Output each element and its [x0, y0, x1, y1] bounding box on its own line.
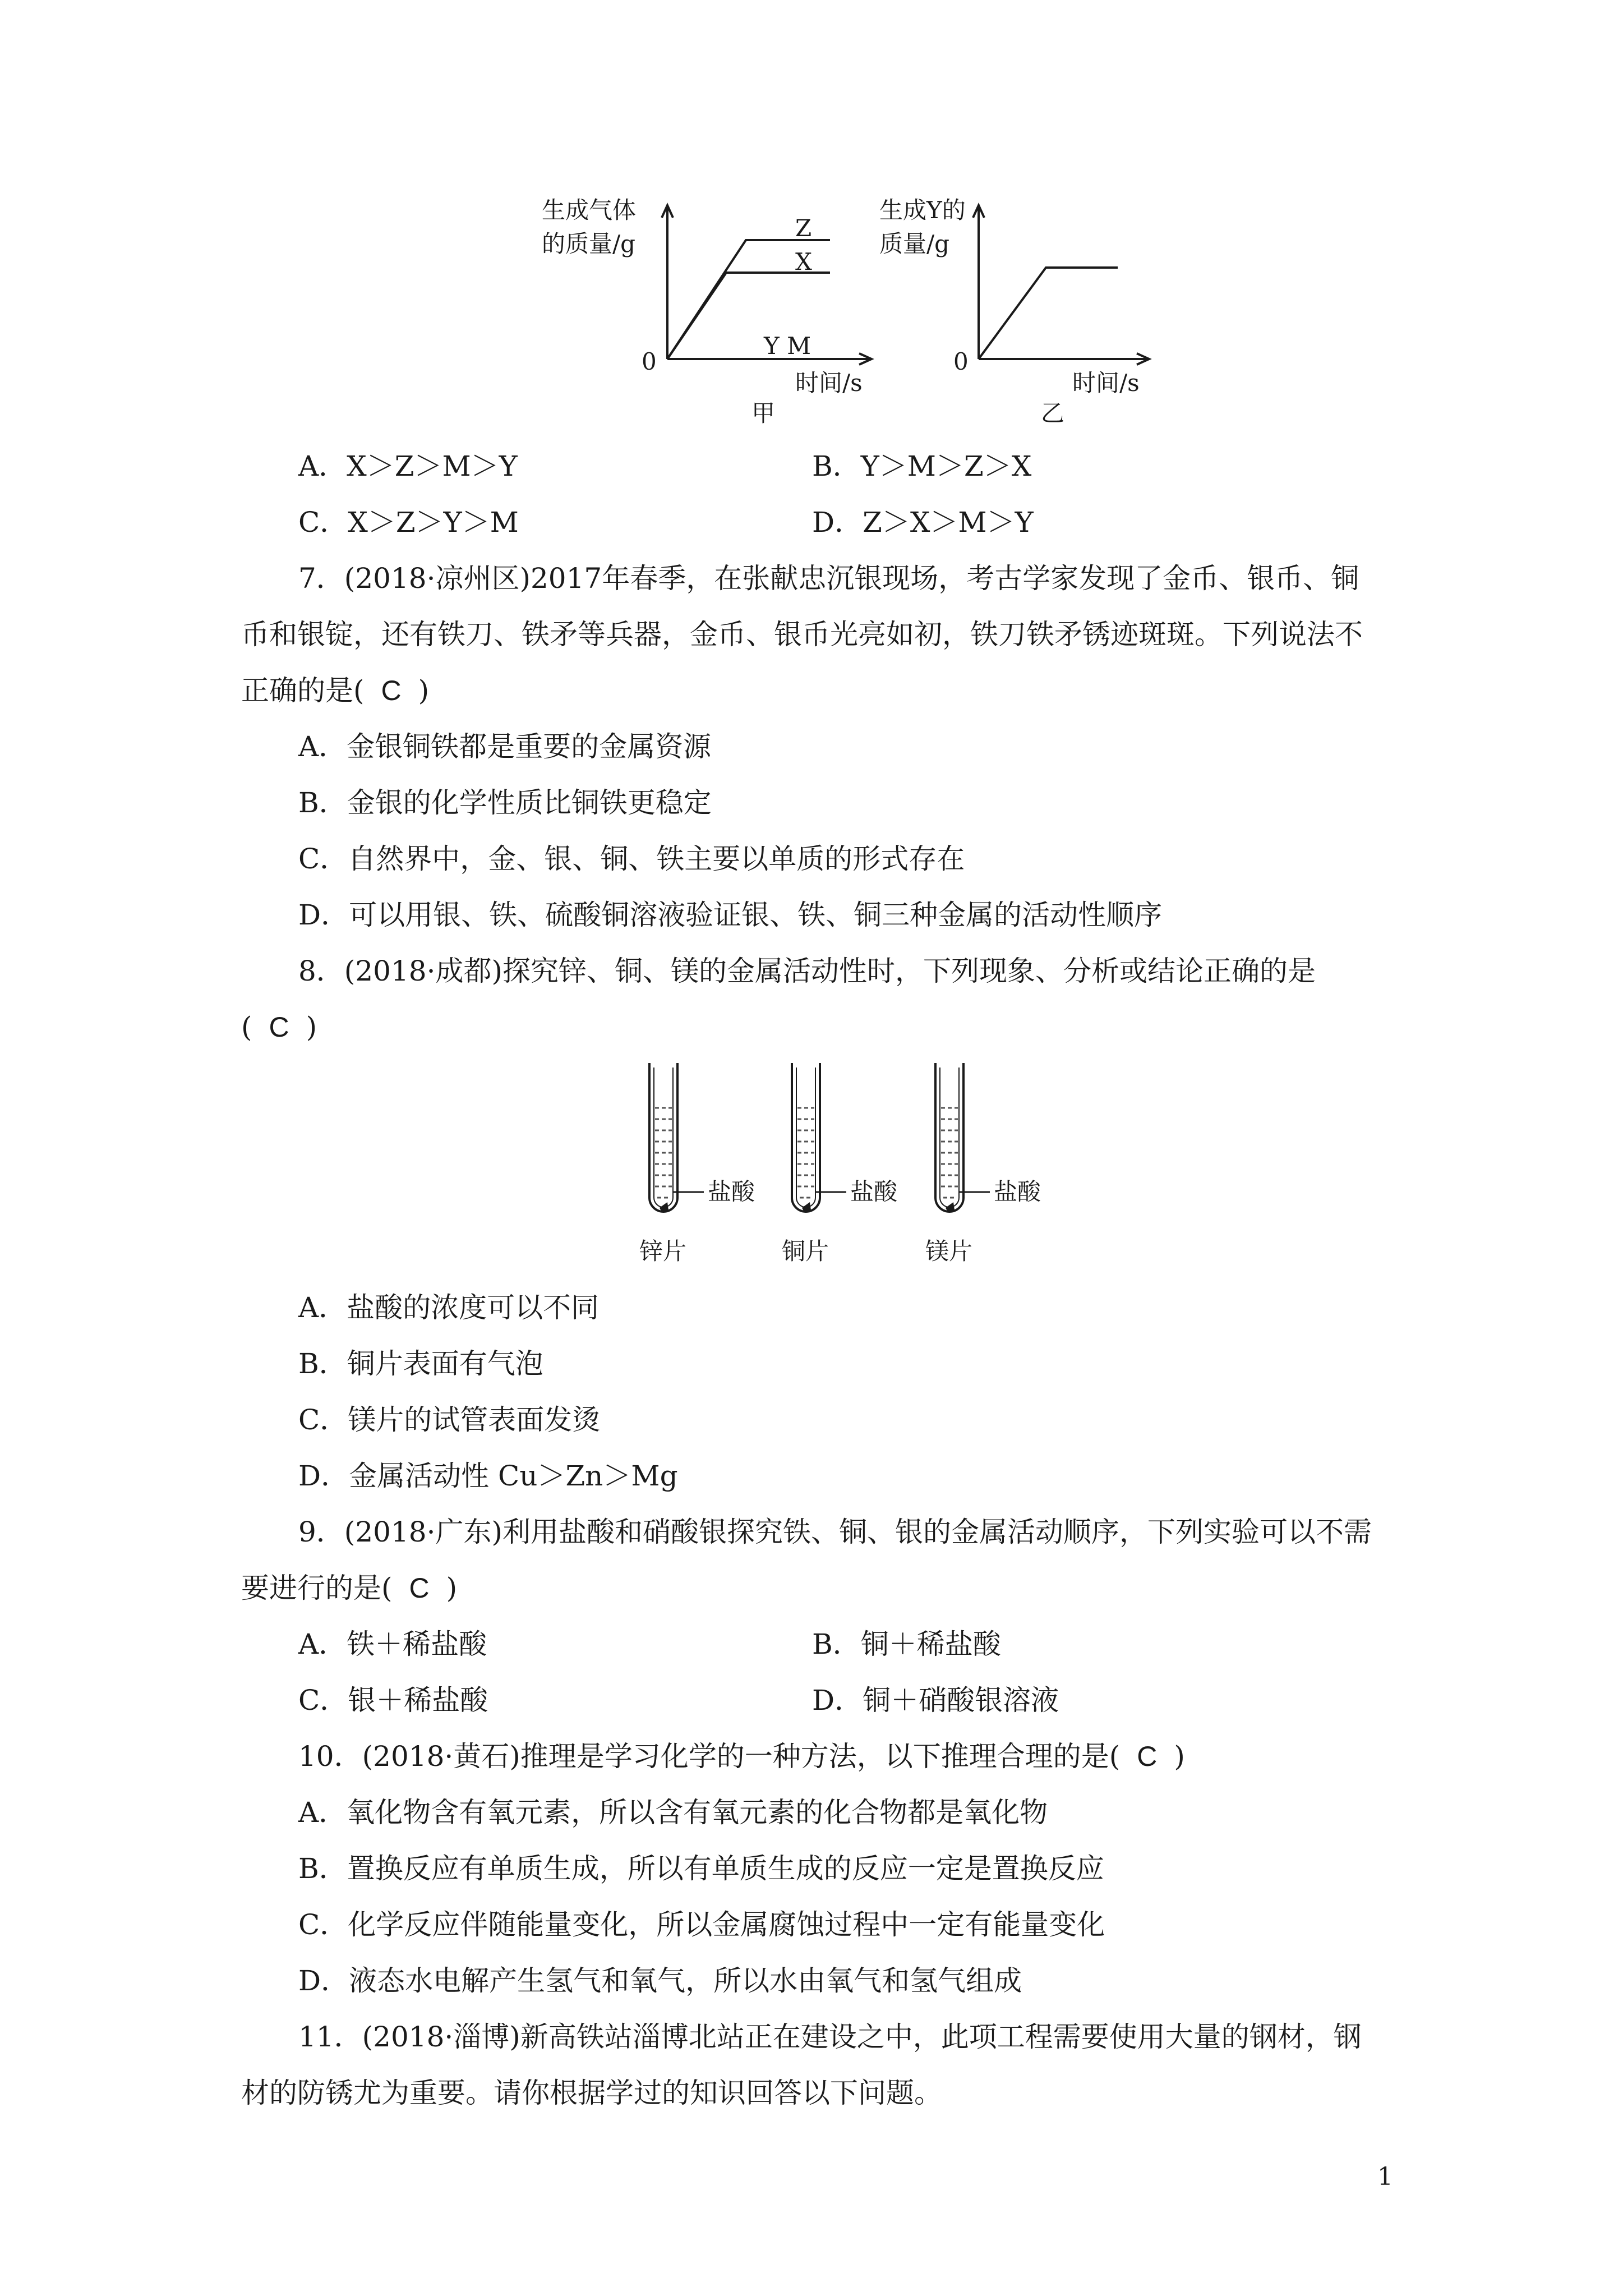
q7-option-d: D．可以用银、铁、硫酸铜溶液验证银、铁、铜三种金属的活动性顺序: [298, 899, 1163, 931]
q9-stem-end: 要进行的是(: [241, 1572, 393, 1604]
q7-line-1: 7．(2018·凉州区)2017年春季，在张献忠沉银现场，考古学家发现了金币、银币、铜: [298, 562, 1359, 595]
jia-curve-x-label: X: [795, 248, 812, 275]
q9-option-c: C．银＋稀盐酸: [298, 1684, 488, 1717]
q7-line-3: [241, 673, 429, 708]
jia-origin: 0: [642, 348, 657, 375]
q11-line-1: 11．(2018·淄博)新高铁站淄博北站正在建设之中，此项工程需要使用大量的钢材，钢: [298, 2021, 1362, 2053]
q8-option-c: C．镁片的试管表面发烫: [298, 1404, 601, 1436]
yi-x-label: 时间/s: [1072, 369, 1140, 397]
yi-y-label-1: 生成Y的: [879, 196, 966, 224]
leader-line-1: [673, 1189, 707, 1195]
q8-option-d: D．金属活动性 Cu＞Zn＞Mg: [298, 1460, 678, 1492]
tube-3-liquid-label: 盐酸: [994, 1178, 1041, 1205]
q11-line-2: 材的防锈尤为重要。请你根据学过的知识回答以下问题。: [241, 2077, 942, 2109]
tube-1-metal-label: 锌片: [639, 1237, 687, 1265]
leader-line-3: [959, 1189, 993, 1195]
q7-answer: C: [381, 675, 402, 706]
jia-y-label-1: 生成气体: [542, 196, 637, 224]
yi-chart: [956, 202, 1158, 370]
q10-option-c: C．化学反应伴随能量变化，所以金属腐蚀过程中一定有能量变化: [298, 1908, 1105, 1941]
q7-stem-close: ): [418, 674, 430, 707]
jia-caption: 甲: [751, 399, 776, 427]
yi-origin: 0: [953, 348, 969, 375]
q9-option-d: D．铜＋硝酸银溶液: [812, 1684, 1059, 1717]
q6-option-b: B．Y＞M＞Z＞X: [812, 450, 1032, 482]
q10-answer: C: [1137, 1741, 1158, 1772]
q10-option-b: B．置换反应有单质生成，所以有单质生成的反应一定是置换反应: [298, 1852, 1104, 1885]
q10-stem-close: ): [1174, 1740, 1185, 1773]
jia-x-label: 时间/s: [795, 369, 863, 397]
q10-option-a: A．氧化物含有氧元素，所以含有氧元素的化合物都是氧化物: [298, 1796, 1048, 1829]
test-tube-magnesium: [930, 1063, 969, 1231]
q9-option-a: A．铁＋稀盐酸: [298, 1628, 487, 1660]
q7-option-b: B．金银的化学性质比铜铁更稳定: [298, 786, 712, 819]
jia-chart: [645, 202, 880, 370]
q8-option-a: A．盐酸的浓度可以不同: [298, 1291, 600, 1324]
q7-option-c: C．自然界中，金、银、铜、铁主要以单质的形式存在: [298, 843, 965, 875]
yi-caption: 乙: [1041, 399, 1065, 427]
q9-line-2: [241, 1571, 457, 1605]
jia-curve-z-label: Z: [795, 214, 812, 242]
tube-2-liquid-label: 盐酸: [850, 1178, 898, 1205]
q6-option-a: A．X＞Z＞M＞Y: [298, 450, 518, 482]
q7-option-a: A．金银铜铁都是重要的金属资源: [298, 730, 712, 763]
yi-curve: [979, 268, 1118, 359]
q9-line-1: 9．(2018·广东)利用盐酸和硝酸银探究铁、铜、银的金属活动顺序，下列实验可以不需: [298, 1516, 1372, 1548]
test-tube-zinc: [644, 1063, 683, 1231]
q8-stem-open: (: [241, 1011, 252, 1043]
leader-line-2: [815, 1189, 849, 1195]
yi-y-label-2: 质量/g: [879, 230, 950, 257]
q8-stem-close: ): [306, 1011, 317, 1043]
q9-answer: C: [409, 1572, 430, 1604]
q10-option-d: D．液态水电解产生氢气和氧气，所以水由氧气和氢气组成: [298, 1964, 1022, 1997]
q7-stem-end: 正确的是(: [241, 674, 365, 707]
tube-1-liquid-label: 盐酸: [708, 1178, 755, 1205]
tube-3-metal-label: 镁片: [925, 1237, 973, 1265]
q10-stem: 10．(2018·黄石)推理是学习化学的一种方法，以下推理合理的是(: [298, 1740, 1121, 1773]
q9-stem-close: ): [446, 1572, 458, 1604]
q8-answer: C: [269, 1011, 289, 1043]
q8-option-b: B．铜片表面有气泡: [298, 1347, 543, 1380]
q10-line-1: [298, 1739, 1185, 1774]
jia-y-label-2: 的质量/g: [542, 230, 636, 257]
test-tube-copper: [786, 1063, 826, 1231]
q6-option-d: D．Z＞X＞M＞Y: [812, 506, 1034, 539]
q8-line-2: [241, 1010, 317, 1045]
q6-option-c: C．X＞Z＞Y＞M: [298, 506, 519, 539]
q8-line-1: 8．(2018·成都)探究锌、铜、镁的金属活动性时，下列现象、分析或结论正确的是: [298, 955, 1316, 987]
q9-option-b: B．铜＋稀盐酸: [812, 1628, 1001, 1660]
page-number: 1: [1377, 2162, 1393, 2191]
tube-2-metal-label: 铜片: [782, 1237, 829, 1265]
q7-line-2: 币和银锭，还有铁刀、铁矛等兵器，金币、银币光亮如初，铁刀铁矛锈迹斑斑。下列说法不: [241, 618, 1363, 651]
jia-curve-ym-label: Y M: [764, 332, 811, 360]
